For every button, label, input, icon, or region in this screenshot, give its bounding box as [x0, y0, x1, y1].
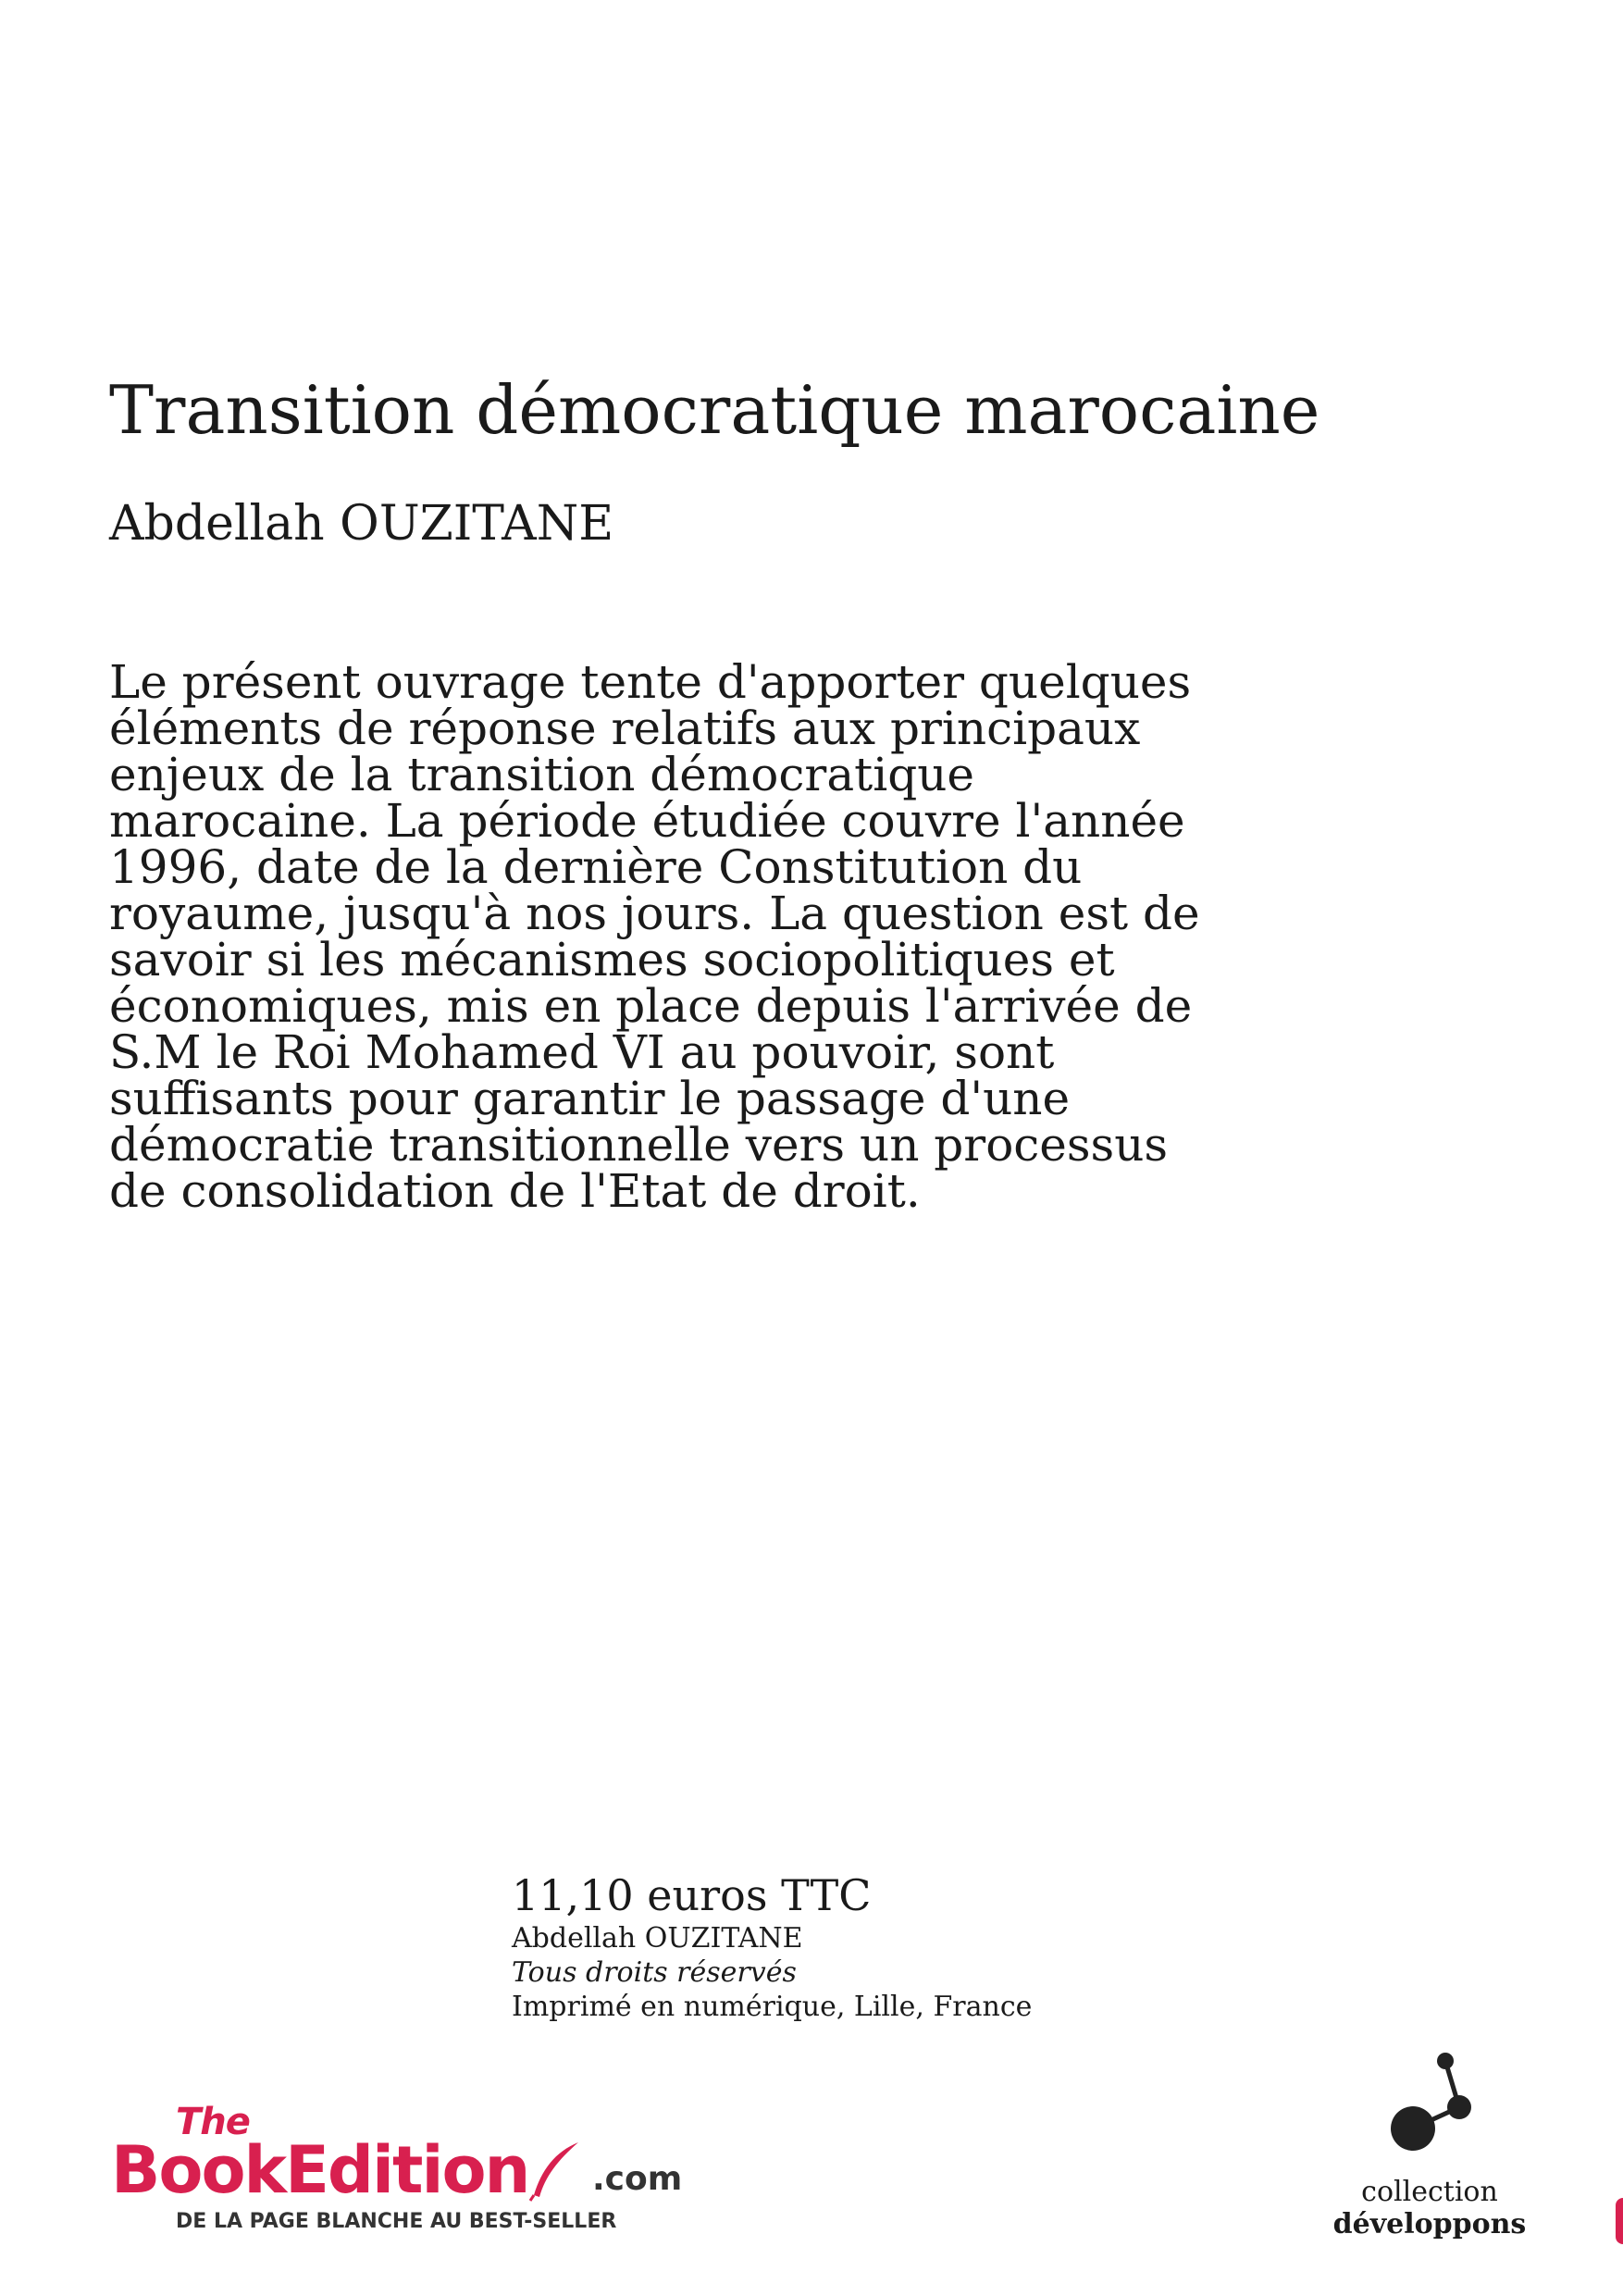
summary-line: 1996, date de la dernière Constitution du [109, 840, 1083, 894]
summary-line: démocratie transitionnelle vers un processus [109, 1118, 1169, 1172]
logo-brand: BookEdition [111, 2132, 529, 2208]
summary-line: enjeux de la transition démocratique [109, 748, 975, 801]
colophon [512, 1869, 1159, 2024]
quill-icon [523, 2138, 588, 2203]
logo-domain: .com [592, 2160, 683, 2198]
summary-line: suffisants pour garantir le passage d'une [109, 1072, 1071, 1125]
summary-line: marocaine. La période étudiée couvre l'année [109, 794, 1185, 848]
summary-line: Le présent ouvrage tente d'apporter quelques [109, 655, 1192, 709]
printing-notice: Imprimé en numérique, Lille, France [512, 1991, 1033, 2023]
summary-line: éléments de réponse relatifs aux principaux [109, 701, 1141, 755]
summary-line: royaume, jusqu'à nos jours. La question est de [109, 887, 1200, 940]
price: 11,10 euros TTC [512, 1870, 872, 1920]
book-summary [109, 655, 1238, 1218]
edge-mark [1616, 2198, 1623, 2244]
collection-name: développons [1332, 2208, 1527, 2240]
logo-tagline: DE LA PAGE BLANCHE AU BEST-SELLER [176, 2210, 617, 2233]
colophon-author: Abdellah OUZITANE [512, 1922, 803, 1955]
molecule-icon [1374, 2050, 1494, 2170]
summary-line: S.M le Roi Mohamed VI au pouvoir, sont [109, 1025, 1055, 1079]
summary-line: économiques, mis en place depuis l'arrivée de [109, 979, 1193, 1033]
book-title: Transition démocratique marocaine [109, 371, 1320, 449]
book-author: Abdellah OUZITANE [109, 496, 614, 552]
logo-the: The [176, 2101, 250, 2143]
rights-notice: Tous droits réservés [512, 1956, 797, 1989]
collection-logo [1332, 2050, 1555, 2244]
summary-line: savoir si les mécanismes sociopolitiques et [109, 933, 1115, 987]
summary-line: de consolidation de l'Etat de droit. [109, 1164, 921, 1218]
collection-label: collection [1361, 2176, 1498, 2208]
publisher-logo [111, 2101, 683, 2233]
